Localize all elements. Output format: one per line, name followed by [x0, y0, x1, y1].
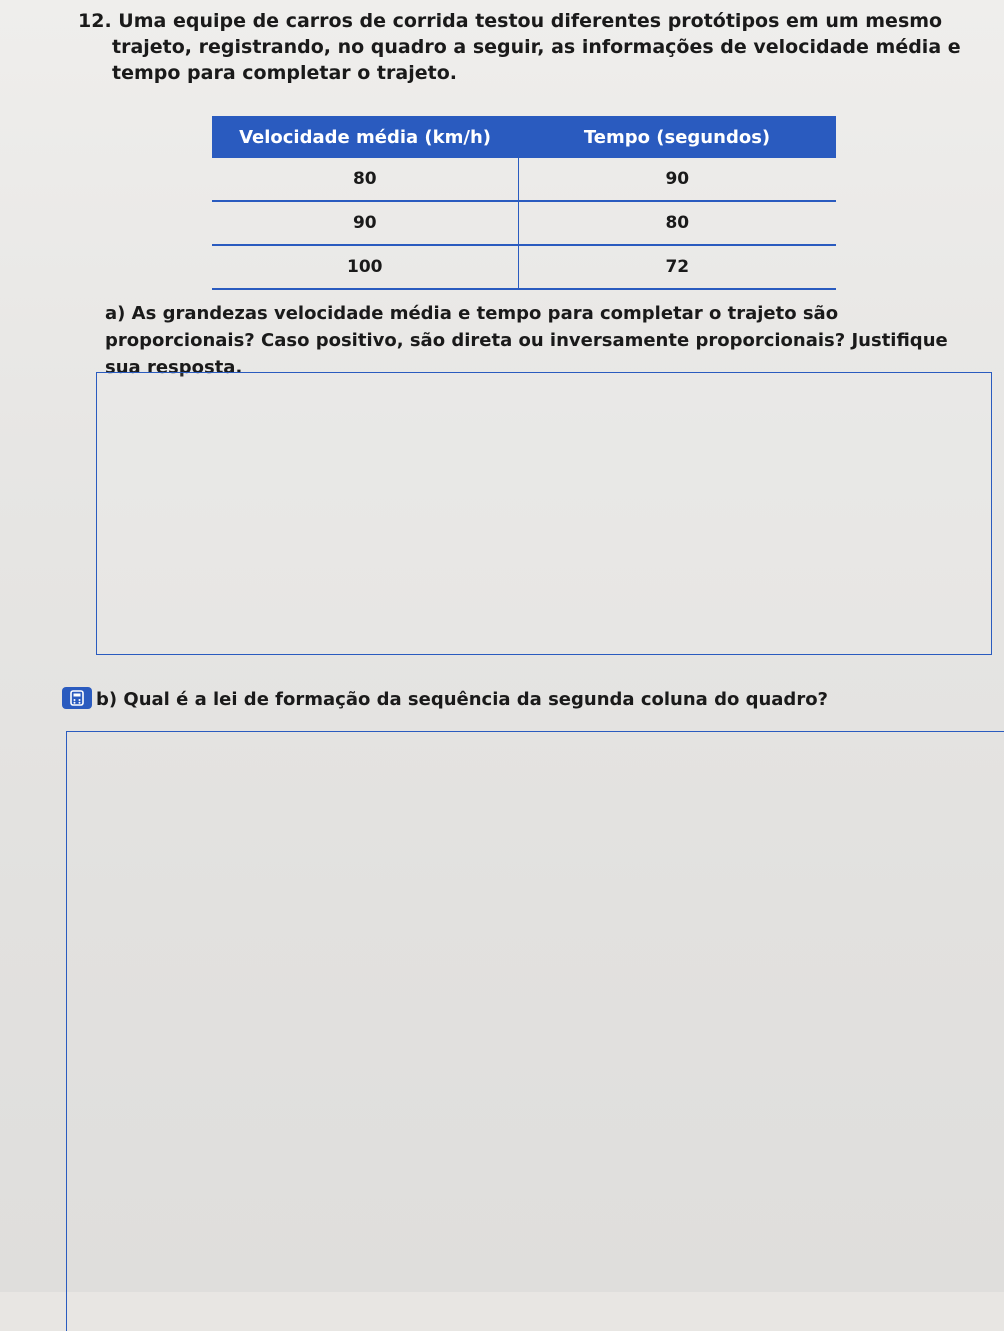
- table-cell-time: 80: [518, 201, 836, 245]
- table-header-speed: Velocidade média (km/h): [212, 116, 518, 158]
- question-intro: Uma equipe de carros de corrida testou diferentes protótipos em um mesmo trajeto, registrando, no quadro a seguir, as informações de velocidade média e tempo para completar o trajeto.: [112, 10, 961, 84]
- table-row: [212, 201, 836, 245]
- table-row: [212, 158, 836, 201]
- table-cell-speed: 100: [212, 245, 518, 289]
- part-a-text: As grandezas velocidade média e tempo para completar o trajeto são proporcionais? Caso positivo, são direta ou inversamente proporcionais? Justifique sua resposta.: [105, 303, 948, 378]
- answer-box-b[interactable]: [66, 731, 1004, 1331]
- question-number: 12.: [78, 10, 112, 32]
- part-b-question: [96, 686, 956, 713]
- calculator-icon: [62, 687, 92, 709]
- table-cell-time: 72: [518, 245, 836, 289]
- part-a-question: [105, 300, 985, 381]
- part-a-label: a): [105, 303, 126, 324]
- table-cell-speed: 80: [212, 158, 518, 201]
- table-row: [212, 245, 836, 289]
- part-b-label: b): [96, 689, 118, 710]
- question-statement: [78, 8, 1004, 86]
- part-b-text: Qual é a lei de formação da sequência da segunda coluna do quadro?: [123, 689, 828, 710]
- answer-box-a[interactable]: [96, 372, 992, 655]
- table-header-time: Tempo (segundos): [518, 116, 836, 158]
- table-header-row: [212, 116, 836, 158]
- table-cell-time: 90: [518, 158, 836, 201]
- table-cell-speed: 90: [212, 201, 518, 245]
- data-table: [212, 116, 836, 290]
